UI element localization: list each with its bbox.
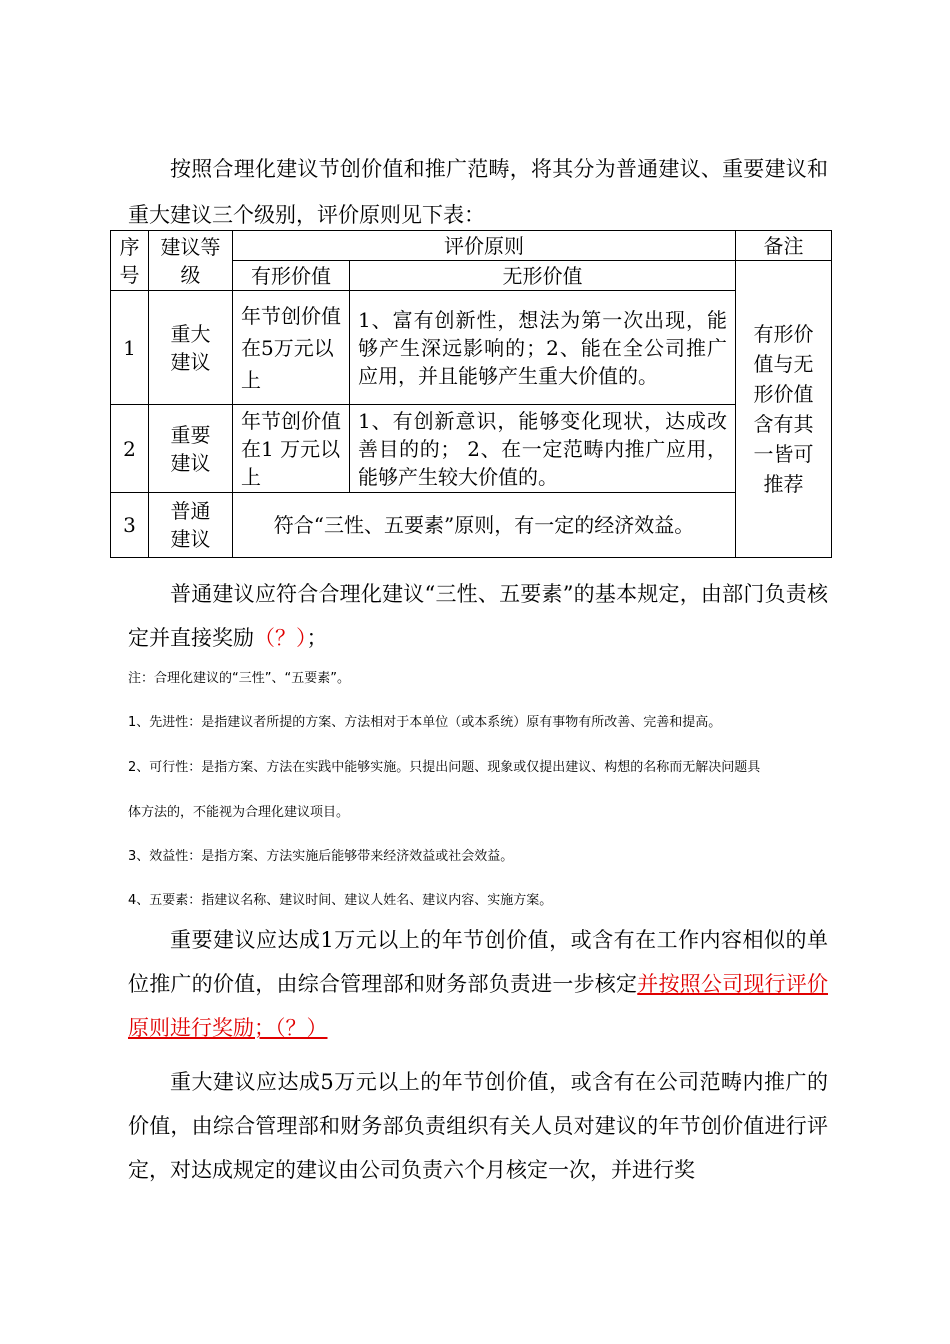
note-item: 3、效益性：是指方案、方法实施后能够带来经济效益或社会效益。 — [128, 849, 514, 864]
row-intangible: 1、有创新意识，能够变化现状，达成改善目的的； 2、在一定范畴内推广应用，能够产生较大价值的。 — [350, 405, 736, 493]
important-suggestion-paragraph — [128, 918, 828, 1050]
header-intangible: 无形价值 — [350, 261, 736, 291]
row-seq: 3 — [111, 493, 149, 558]
row-seq: 2 — [111, 405, 149, 493]
note-item: 4、五要素：指建议名称、建议时间、建议人姓名、建议内容、实施方案。 — [128, 893, 553, 908]
row-level: 重大建议 — [149, 291, 233, 405]
header-level: 建议等级 — [149, 231, 233, 291]
note-item: 1、先进性：是指建议者所提的方案、方法相对于本单位（或本系统）原有事物有所改善、完善和提高。 — [128, 715, 722, 730]
major-suggestion-paragraph: 重大建议应达成5万元以上的年节创价值，或含有在公司范畴内推广的价值，由综合管理部和财务部负责组织有关人员对建议的年节创价值进行评定，对达成规定的建议由公司负责六个月核定一次，并进行奖 — [128, 1070, 828, 1182]
row-seq: 1 — [111, 291, 149, 405]
row-intangible: 1、富有创新性，想法为第一次出现，能够产生深远影响的；2、能在全公司推广应用，并且能够产生重大价值的。 — [350, 291, 736, 405]
note-heading: 注：合理化建议的“三性”、“五要素”。 — [128, 671, 350, 686]
normal-tail: ； — [306, 626, 328, 650]
row-level: 普通建议 — [149, 493, 233, 558]
normal-text: 普通建议应符合合理化建议“三性、五要素”的基本规定，由部门负责核定并直接奖励 — [128, 582, 828, 650]
note-item: 体方法的，不能视为合理化建议项目。 — [128, 805, 350, 820]
row-tangible: 年节创价值在1 万元以上 — [233, 405, 350, 493]
normal-suggestion-paragraph — [128, 572, 828, 660]
evaluation-table — [110, 230, 832, 558]
important-text: 重要建议应达成1万元以上的年节创价值，或含有在工作内容相似的单位推广的价值，由综合管理部和财务部负责进一步核定 — [128, 928, 828, 996]
note-item: 2、可行性：是指方案、方法在实践中能够实施。只提出问题、现象或仅提出建议、构想的名称而无解决问题具 — [128, 760, 761, 775]
header-principle: 评价原则 — [233, 231, 736, 261]
intro-paragraph: 按照合理化建议节创价值和推广范畴，将其分为普通建议、重要建议和重大建议三个级别，评价原则见下表： — [128, 157, 828, 227]
header-remark: 备注 — [736, 231, 832, 261]
header-seq: 序号 — [111, 231, 149, 291]
red-underlined-revision: 并按照公司现行评价原则进行奖励；（？） — [128, 972, 828, 1040]
row-tangible: 年节创价值在5万元以上 — [233, 291, 350, 405]
remark-cell: 有形价值与无形价值含有其一皆可推荐 — [736, 261, 832, 558]
row-level: 重要建议 — [149, 405, 233, 493]
row-merged-principle: 符合“三性、五要素”原则，有一定的经济效益。 — [233, 493, 736, 558]
header-tangible: 有形价值 — [233, 261, 350, 291]
question-mark-red: （？） — [254, 626, 307, 650]
